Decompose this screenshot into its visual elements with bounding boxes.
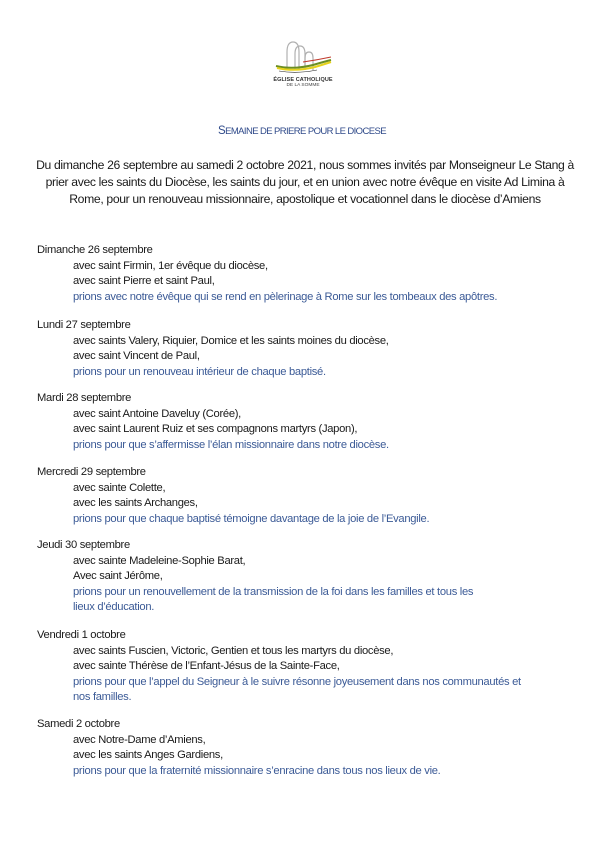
- saint-line: avec sainte Colette,: [73, 481, 166, 494]
- saint-line: avec saint Antoine Daveluy (Corée),: [73, 407, 241, 420]
- day-mardi: [37, 391, 577, 453]
- saint-line: Avec saint Jérôme,: [73, 570, 163, 582]
- intro-line: prier avec les saints du Diocèse, les saints du jour, et en union avec notre évêque en visite Ad Limina à: [45, 175, 565, 189]
- day-vendredi: [37, 628, 577, 706]
- saint-line: avec saints Valery, Riquier, Domice et les saints moines du diocèse,: [73, 334, 389, 347]
- day-heading: Vendredi 1 octobre: [37, 629, 126, 641]
- prayer-line: prions pour que s’affermisse l’élan missionnaire dans notre diocèse.: [73, 438, 389, 451]
- day-heading: Samedi 2 octobre: [37, 718, 120, 730]
- saint-line: avec saints Fuscien, Victoric, Gentien et tous les martyrs du diocèse,: [73, 644, 394, 657]
- prayer-line: prions avec notre évêque qui se rend en pèlerinage à Rome sur les tombeaux des apôtres.: [73, 290, 498, 303]
- day-heading: Lundi 27 septembre: [37, 319, 131, 331]
- logo-text-line2: DE LA SOMME: [286, 83, 320, 88]
- day-heading: Jeudi 30 septembre: [37, 539, 130, 551]
- intro-line: Du dimanche 26 septembre au samedi 2 octobre 2021, nous sommes invités par Monseigneur Le Stang à: [36, 158, 574, 172]
- prayer-line: nos familles.: [73, 691, 132, 703]
- day-heading: Mercredi 29 septembre: [37, 466, 146, 478]
- title-rest: EMAINE DE PRIERE POUR LE DIOCESE: [225, 126, 386, 137]
- saint-line: avec sainte Madeleine-Sophie Barat,: [73, 554, 246, 567]
- saint-line: avec saint Firmin, 1er évêque du diocèse,: [73, 259, 268, 272]
- title-initial: S: [218, 125, 226, 137]
- prayer-line: prions pour que chaque baptisé témoigne davantage de la joie de l’Evangile.: [73, 512, 430, 525]
- saint-line: avec saint Pierre et saint Paul,: [73, 275, 215, 287]
- day-lundi: [37, 318, 577, 380]
- prayer-line: prions pour que la fraternité missionnaire s’enracine dans tous nos lieux de vie.: [73, 764, 441, 777]
- prayer-line: prions pour que l’appel du Seigneur à le suivre résonne joyeusement dans nos communautés et: [73, 675, 521, 688]
- day-samedi: [37, 717, 577, 779]
- saint-line: avec les saints Anges Gardiens,: [73, 749, 223, 761]
- saint-line: avec Notre-Dame d’Amiens,: [73, 733, 206, 746]
- day-heading: Dimanche 26 septembre: [37, 244, 153, 256]
- day-heading: Mardi 28 septembre: [37, 392, 132, 404]
- prayer-line: lieux d’éducation.: [73, 601, 155, 613]
- prayer-line: prions pour un renouveau intérieur de chaque baptisé.: [73, 365, 326, 378]
- page-title: [0, 125, 604, 137]
- saint-line: avec les saints Archanges,: [73, 497, 198, 509]
- day-jeudi: [37, 538, 577, 616]
- day-mercredi: [37, 465, 577, 527]
- saint-line: avec saint Vincent de Paul,: [73, 350, 200, 362]
- intro-paragraph: [30, 157, 580, 208]
- day-dimanche: [37, 243, 577, 305]
- saint-line: avec saint Laurent Ruiz et ses compagnons martyrs (Japon),: [73, 423, 358, 435]
- church-arches-icon: [273, 40, 333, 76]
- diocese-logo: [268, 40, 338, 100]
- saint-line: avec sainte Thérèse de l’Enfant-Jésus de la Sainte-Face,: [73, 660, 340, 672]
- intro-line: Rome, pour un renouveau missionnaire, apostolique et vocationnel dans le diocèse d’Amiens: [69, 192, 541, 206]
- logo-text-line1: ÉGLISE CATHOLIQUE: [273, 77, 333, 83]
- prayer-line: prions pour un renouvellement de la transmission de la foi dans les familles et tous les: [73, 585, 474, 598]
